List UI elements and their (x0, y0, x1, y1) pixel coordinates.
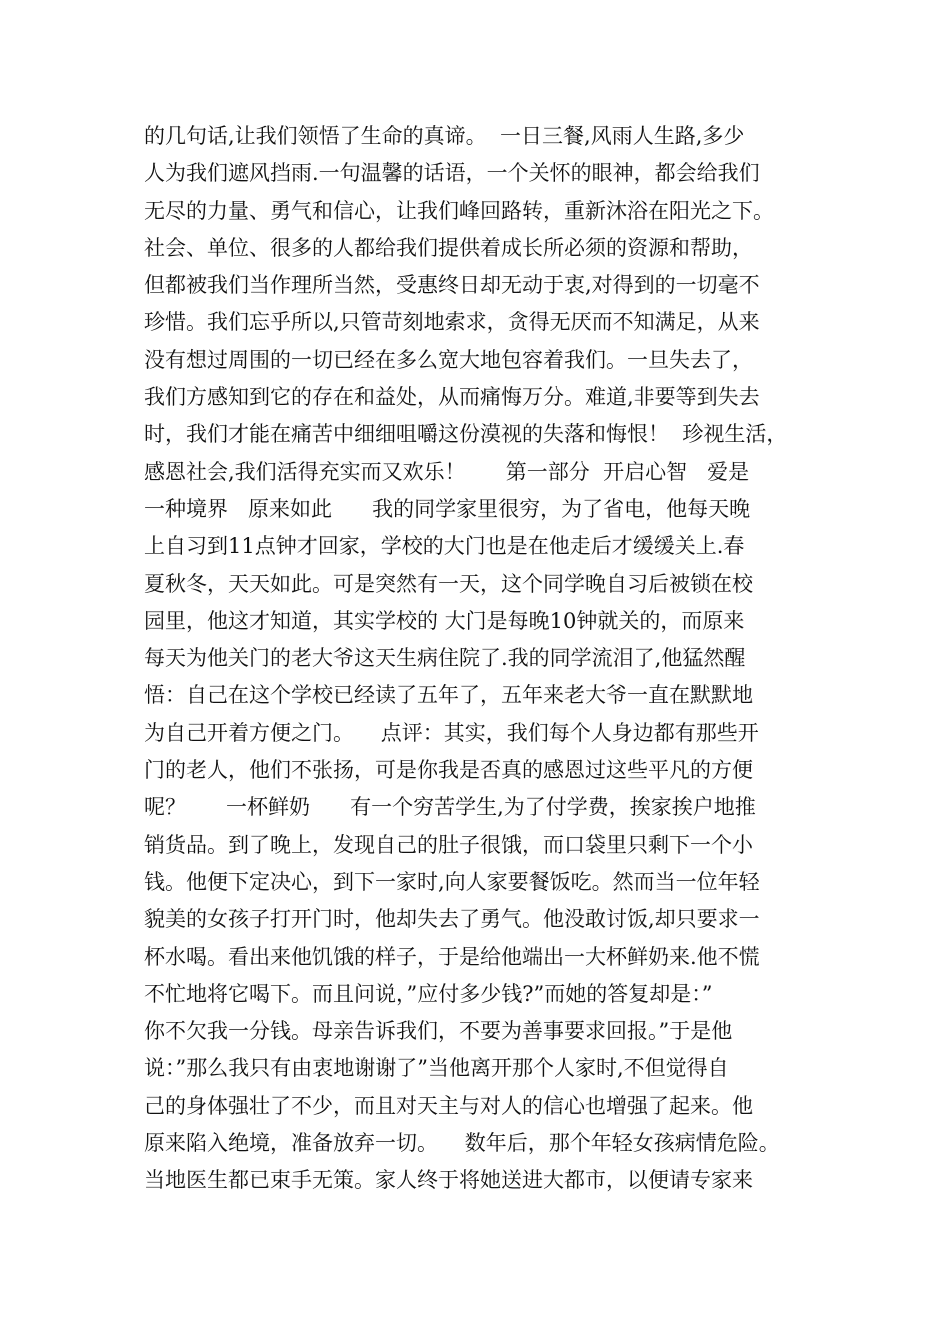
text-line: 不忙地将它喝下。而且问说，”应付多少钱?”而她的答复却是：” (144, 981, 713, 1006)
text-line: 每天为他关门的老大爷这天生病住院了.我的同学流泪了,他猛然醒 (144, 646, 746, 671)
text-line: 园里，他这才知道，其实学校的 大门是每晚10钟就关的，而原来 (144, 608, 745, 633)
text-line: 说：”那么我只有由衷地谢谢了”当他离开那个人家时,不但觉得自 (144, 1056, 729, 1081)
text-line: 销货品。到了晚上，发现自己的肚子很饿，而口袋里只剩下一个小 (144, 832, 753, 857)
text-line: 己的身体强壮了不少，而且对天主与对人的信心也增强了起来。他 (144, 1093, 753, 1118)
text-line: 感恩社会,我们活得充实而又欢乐！ 第一部分 开启心智 爱是 (144, 459, 750, 484)
text-line: 悟：自己在这个学校已经读了五年了，五年来老大爷一直在默默地 (144, 683, 753, 708)
text-line: 钱。他便下定决心，到下一家时,向人家要餐饭吃。然而当一位年轻 (144, 869, 760, 894)
text-line: 人为我们遮风挡雨.一句温馨的话语，一个关怀的眼神，都会给我们 (144, 161, 760, 186)
text-line: 当地医生都已束手无策。家人终于将她送进大都市，以便请专家来 (144, 1168, 753, 1193)
text-line: 社会、单位、很多的人都给我们提供着成长所必须的资源和帮助， (144, 235, 753, 260)
text-line: 的几句话,让我们领悟了生命的真谛。 一日三餐,风雨人生路,多少 (144, 124, 745, 148)
text-line: 上自习到11点钟才回家，学校的大门也是在他走后才缓缓关上.春 (144, 534, 745, 559)
text-line: 呢？ 一杯鲜奶 有一个穷苦学生,为了付学费，挨家挨户地推 (144, 795, 756, 820)
text-line: 一种境界 原来如此 我的同学家里很穷，为了省电，他每天晚 (144, 496, 751, 521)
text-line: 但都被我们当作理所当然，受惠终日却无动于衷,对得到的一切毫不 (144, 273, 760, 298)
text-line: 为自己开着方便之门。 点评：其实，我们每个人身边都有那些开 (144, 720, 759, 745)
text-line: 门的老人，他们不张扬，可是你我是否真的感恩过这些平凡的方便 (144, 758, 753, 783)
text-line: 你不欠我一分钱。母亲告诉我们，不要为善事要求回报。”于是他 (144, 1019, 733, 1044)
text-line: 原来陷入绝境，准备放弃一切。 数年后，那个年轻女孩病情危险。 (144, 1131, 780, 1156)
text-line: 珍惜。我们忘乎所以,只管苛刻地索求，贪得无厌而不知满足，从来 (144, 310, 760, 335)
text-line: 没有想过周围的一切已经在多么宽大地包容着我们。一旦失去了， (144, 347, 753, 372)
text-line: 夏秋冬，天天如此。可是突然有一天，这个同学晚自习后被锁在校 (144, 571, 753, 596)
text-line: 我们方感知到它的存在和益处，从而痛悔万分。难道,非要等到失去 (144, 385, 760, 410)
body-text (144, 118, 814, 1200)
text-line: 时，我们才能在痛苦中细细咀嚼这份漠视的失落和悔恨！ 珍视生活， (144, 422, 788, 447)
text-line: 杯水喝。看出来他饥饿的样子，于是给他端出一大杯鲜奶来.他不慌 (144, 944, 760, 969)
text-line: 无尽的力量、勇气和信心，让我们峰回路转，重新沐浴在阳光之下。 (144, 198, 774, 223)
text-line: 貌美的女孩子打开门时，他却失去了勇气。他没敢讨饭,却只要求一 (144, 907, 760, 932)
